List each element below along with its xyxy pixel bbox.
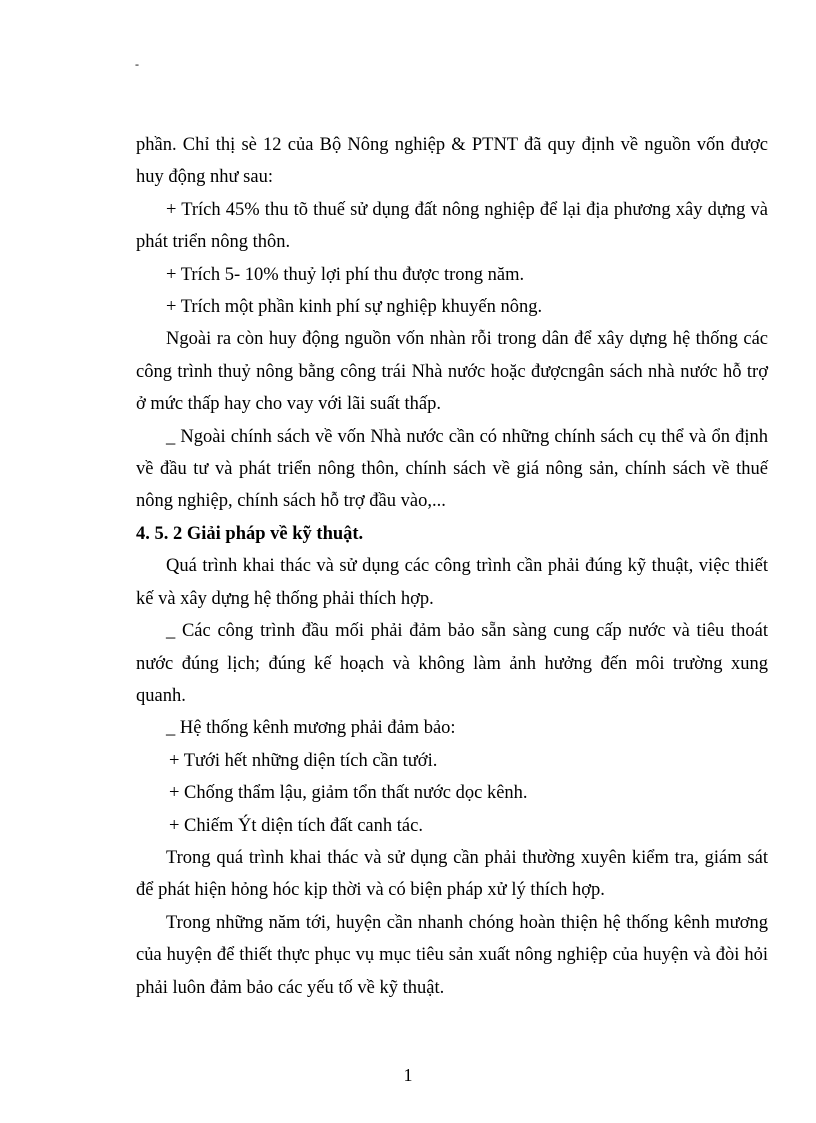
paragraph-12: + Chiếm Ýt diện tích đất canh tác. bbox=[169, 815, 423, 836]
paragraph-9: _ Hệ thống kênh mương phải đảm bảo: bbox=[166, 718, 456, 739]
paragraph-3: + Trích 5- 10% thuỷ lợi phí thu được trong năm. bbox=[166, 264, 525, 285]
paragraph-13: Trong quá trình khai thác và sử dụng cần phải thường xuyên kiểm tra, giám sát để phát hiện hỏng hóc kịp thời và có biện pháp xử lý thích hợp. bbox=[136, 847, 768, 901]
paragraph-8: _ Các công trình đầu mối phải đảm bảo sẵn sàng cung cấp nước và tiêu thoát nước đúng lịch; đúng kế hoạch và không làm ảnh hưởng đến môi trường xung quanh. bbox=[136, 621, 768, 706]
document-body bbox=[136, 129, 768, 1004]
paragraph-6: _ Ngoài chính sách về vốn Nhà nước cần có những chính sách cụ thể và ổn định về đầu tư và phát triển nông thôn, chính sách về giá nông sản, chính sách về thuế nông nghiệp, chính sách hỗ trợ đầu vào,... bbox=[136, 426, 768, 512]
paragraph-10: + Tưới hết những diện tích cần tưới. bbox=[169, 750, 438, 771]
paragraph-2: + Trích 45% thu tõ thuế sử dụng đất nông nghiệp để lại địa phương xây dựng và phát triển nông thôn. bbox=[136, 199, 768, 253]
page-number: 1 bbox=[403, 1065, 413, 1085]
paragraph-1: phần. Chỉ thị sè 12 của Bộ Nông nghiệp & PTNT đã quy định về nguồn vốn được huy động như sau: bbox=[136, 135, 768, 188]
section-heading: 4. 5. 2 Giải pháp về kỹ thuật. bbox=[136, 523, 364, 544]
paragraph-4: + Trích một phần kinh phí sự nghiệp khuyến nông. bbox=[166, 297, 543, 318]
paragraph-11: + Chống thẩm lậu, giảm tổn thất nước dọc kênh. bbox=[169, 783, 528, 804]
paragraph-5: Ngoài ra còn huy động nguồn vốn nhàn rỗi trong dân để xây dựng hệ thống các công trình thuỷ nông bằng công trái Nhà nước hoặc đượcngân sách nhà nước hỗ trợ ở mức thấp hay cho vay với lãi suất thấp. bbox=[136, 329, 768, 415]
top-mark: - bbox=[135, 57, 139, 71]
paragraph-14: Trong những năm tới, huyện cần nhanh chóng hoàn thiện hệ thống kênh mương của huyện để thiết thực phục vụ mục tiêu sản xuất nông nghiệp của huyện và đòi hỏi phải luôn đảm bảo các yếu tố về kỹ thuật. bbox=[136, 912, 768, 998]
paragraph-7: Quá trình khai thác và sử dụng các công trình cần phải đúng kỹ thuật, việc thiết kế và xây dựng hệ thống phải thích hợp. bbox=[136, 556, 768, 609]
